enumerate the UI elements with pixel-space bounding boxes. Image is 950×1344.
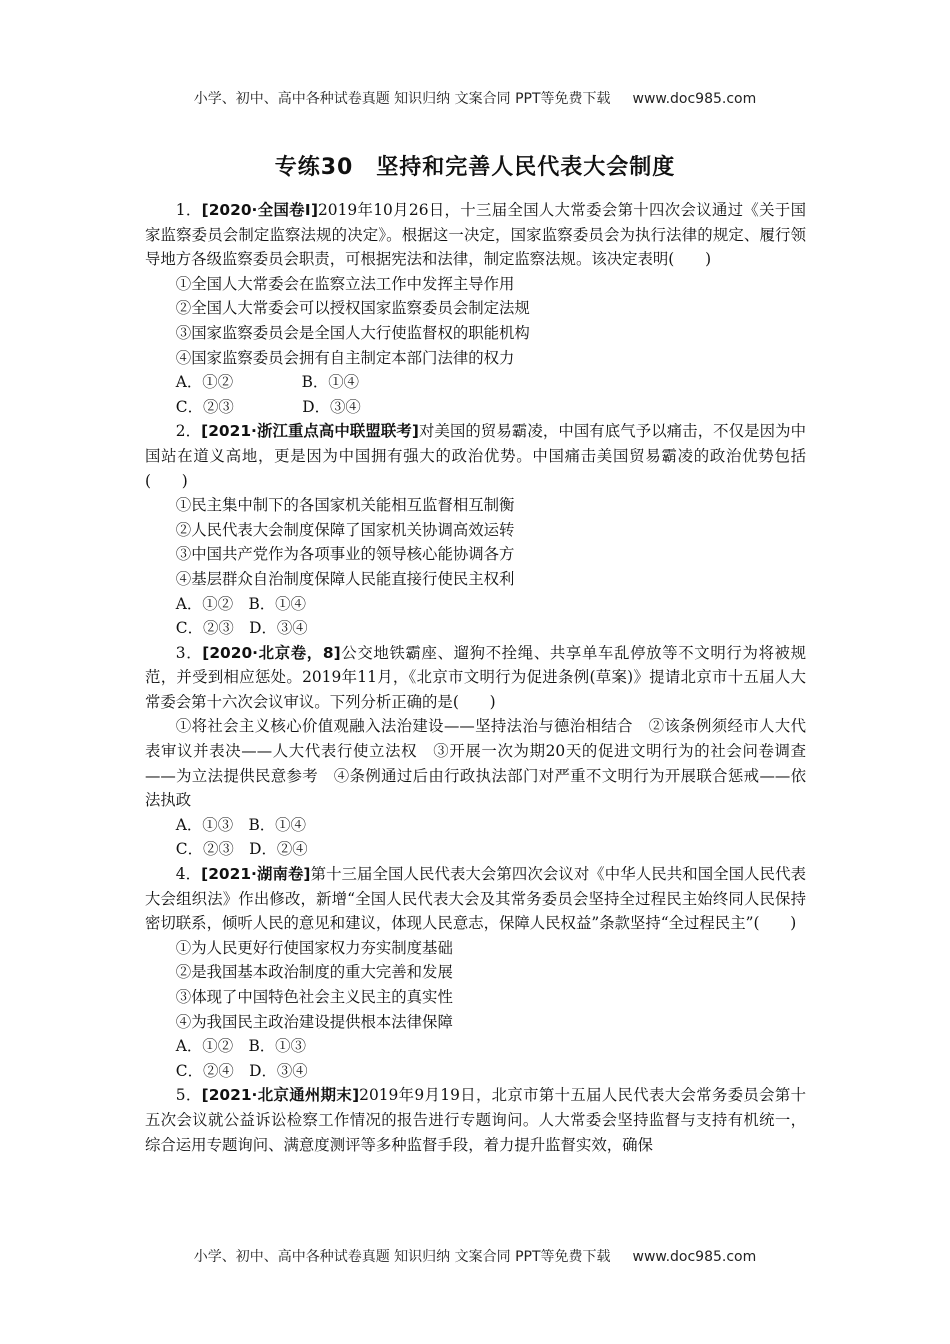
question-text: 第十三届全国人民代表大会第四次会议对《中华人民共和国全国人民代表大会组织法》作出修改，新增“全国人民代表大会及其常务委员会坚持全过程民主始终同人民保持密切联系，倾听人民的意见和建议，体现人民意志，保障人民权益”条款坚持“全过程民主”( ): [145, 865, 806, 933]
question-number: 3．: [175, 643, 203, 662]
header-site: www.doc985.com: [632, 91, 757, 107]
question-options-paragraph: ①将社会主义核心价值观融入法治建设——坚持法治与德治相结合 ②该条例须经市人大代表审议并表决——人大代表行使立法权 ③开展一次为期20天的促进文明行为的社会问卷调查——为立法提供民意参考 ④条例通过后由行政执法部门对严重不文明行为开展联合惩戒——依法执政: [145, 717, 806, 810]
answer-choices: A．①② B．①③: [175, 1037, 306, 1056]
answer-choices: C．②④ D．③④: [175, 1061, 308, 1080]
question-option: ③中国共产党作为各项事业的领导核心能协调各方: [175, 545, 515, 564]
question-option: ③体现了中国特色社会主义民主的真实性: [175, 988, 453, 1006]
question-1-stem: [145, 198, 806, 272]
question-text: 2019年10月26日，十三届全国人大常委会第十四次会议通过《关于国家监察委员会制定监察法规的决定》。根据这一决定，国家监察委员会为执行法律的规定、履行领导地方各级监察委员会职责，可根据宪法和法律，制定监察法规。该决定表明( ): [145, 201, 806, 269]
question-option: ①民主集中制下的各国家机关能相互监督相互制衡: [175, 496, 515, 515]
question-option: ②全国人大常委会可以授权国家监察委员会制定法规: [175, 299, 530, 318]
page-title: 专练30 坚持和完善人民代表大会制度: [274, 155, 676, 180]
question-source: [2021·浙江重点高中联盟联考]: [201, 422, 419, 441]
answer-choices: A．①② B．①④: [175, 594, 306, 613]
question-3-stem: [145, 641, 806, 715]
question-5-stem: [145, 1083, 806, 1157]
question-source: [2020·全国卷Ⅰ]: [201, 201, 319, 219]
question-2-stem: [145, 419, 806, 493]
question-list: [145, 198, 806, 1157]
answer-choices: A．①② B．①④: [175, 373, 360, 392]
footer-text: 小学、初中、高中各种试卷真题 知识归纳 文案合同 PPT等免费下载: [193, 1249, 611, 1265]
question-text: 2019年9月19日，北京市第十五届人民代表大会常务委员会第十五次会议就公益诉讼检察工作情况的报告进行专题询问。人大常委会坚持监督与支持有机统一，综合运用专题询问、满意度测评等多种监督手段，着力提升监督实效，确保: [145, 1086, 807, 1154]
question-option: ④国家监察委员会拥有自主制定本部门法律的权力: [175, 348, 515, 367]
question-option: ①全国人大常委会在监察立法工作中发挥主导作用: [175, 274, 515, 293]
page-footer: [0, 1246, 950, 1266]
header-text: 小学、初中、高中各种试卷真题 知识归纳 文案合同 PPT等免费下载: [193, 91, 611, 107]
question-option: ②是我国基本政治制度的重大完善和发展: [175, 963, 453, 982]
question-number: 1．: [175, 201, 202, 219]
question-text: 公交地铁霸座、遛狗不拴绳、共享单车乱停放等不文明行为将被规范，并受到相应惩处。2019年11月，《北京市文明行为促进条例(草案)》提请北京市十五届人大常委会第十六次会议审议。下列分析正确的是( ): [145, 643, 806, 711]
answer-choices: C．②③ D．③④: [175, 397, 361, 416]
answer-choices: C．②③ D．③④: [175, 619, 308, 638]
question-source: [2021·北京通州期末]: [201, 1086, 360, 1105]
page-header: [0, 88, 950, 108]
answer-choices: A．①③ B．①④: [175, 815, 306, 834]
question-4-stem: [145, 862, 806, 936]
question-option: ③国家监察委员会是全国人大行使监督权的职能机构: [175, 323, 530, 342]
question-source: [2020·北京卷，8]: [202, 643, 341, 662]
footer-site: www.doc985.com: [632, 1249, 757, 1265]
question-number: 2．: [175, 422, 202, 441]
question-number: 5．: [175, 1086, 202, 1105]
question-source: [2021·湖南卷]: [201, 865, 311, 884]
question-option: ②人民代表大会制度保障了国家机关协调高效运转: [175, 520, 515, 539]
question-option: ④基层群众自治制度保障人民能直接行使民主权利: [175, 569, 515, 588]
answer-choices: C．②③ D．②④: [175, 840, 308, 859]
question-text: 对美国的贸易霸凌，中国有底气予以痛击，不仅是因为中国站在道义高地，更是因为中国拥有强大的政治优势。中国痛击美国贸易霸凌的政治优势包括( ): [145, 422, 806, 490]
question-option: ④为我国民主政治建设提供根本法律保障: [175, 1012, 453, 1031]
question-number: 4．: [175, 865, 202, 884]
question-option: ①为人民更好行使国家权力夯实制度基础: [175, 938, 453, 957]
